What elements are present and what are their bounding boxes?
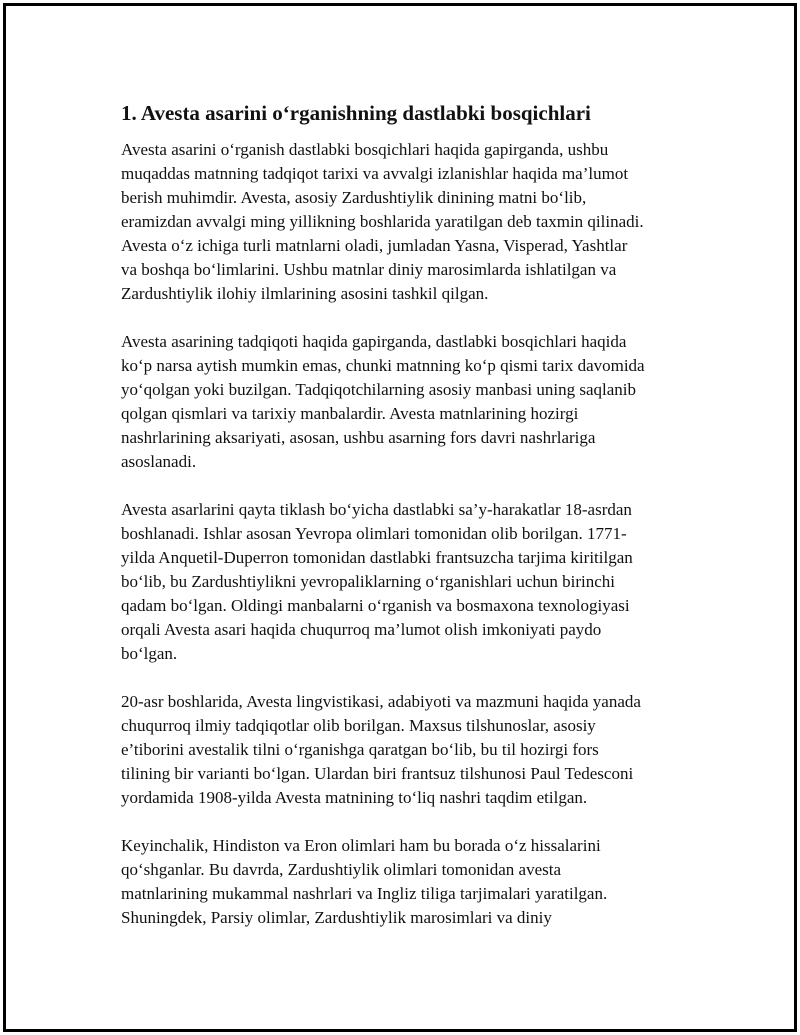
text-line: va boshqa bo‘limlarini. Ushbu matnlar diniy marosimlarda ishlatilgan va (121, 260, 617, 279)
text-line: orqali Avesta asari haqida chuqurroq ma’lumot olish imkoniyati paydo (121, 620, 602, 639)
text-line: qolgan qismlari va tarixiy manbalardir. Avesta matnlarining hozirgi (121, 404, 579, 423)
text-line: berish muhimdir. Avesta, asosiy Zardushtiylik dinining matni bo‘lib, (121, 188, 587, 207)
text-line: 20-asr boshlarida, Avesta lingvistikasi, adabiyoti va mazmuni haqida yanada (121, 692, 641, 711)
text-line: muqaddas matnning tadqiqot tarixi va avvalgi izlanishlar haqida ma’lumot (121, 164, 629, 183)
text-line: Avesta o‘z ichiga turli matnlarni oladi, jumladan Yasna, Visperad, Yashtlar (121, 236, 628, 255)
paragraph-2 (121, 330, 701, 474)
text-line: ko‘p narsa aytish mumkin emas, chunki matnning ko‘p qismi tarix davomida (121, 356, 645, 375)
text-line: yordamida 1908-yilda Avesta matnining to‘liq nashri taqdim etilgan. (121, 788, 588, 807)
paragraph-1 (121, 138, 701, 306)
text-line: qo‘shganlar. Bu davrda, Zardushtiylik olimlari tomonidan avesta (121, 860, 562, 879)
text-line: asoslanadi. (121, 452, 197, 471)
text-line: eramizdan avvalgi ming yillikning boshlarida yaratilgan deb taxmin qilinadi. (121, 212, 644, 231)
text-line: Keyinchalik, Hindiston va Eron olimlari ham bu borada o‘z hissalarini (121, 836, 601, 855)
text-line: boshlanadi. Ishlar asosan Yevropa olimlari tomonidan olib borilgan. 1771- (121, 524, 627, 543)
text-line: yo‘qolgan yoki buzilgan. Tadqiqotchilarning asosiy manbasi uning saqlanib (121, 380, 637, 399)
text-line: Shuningdek, Parsiy olimlar, Zardushtiylik marosimlari va diniy (121, 908, 552, 927)
text-line: tilining bir varianti bo‘lgan. Ulardan biri frantsuz tilshunosi Paul Tedesconi (121, 764, 634, 783)
page-frame (3, 3, 797, 1032)
text-line: Avesta asarlarini qayta tiklash bo‘yicha dastlabki sa’y-harakatlar 18-asrdan (121, 500, 632, 519)
document-body (121, 98, 701, 954)
text-line: chuqurroq ilmiy tadqiqotlar olib borilgan. Maxsus tilshunoslar, asosiy (121, 716, 596, 735)
text-line: e’tiborini avestalik tilni o‘rganishga qaratgan bo‘lib, bu til hozirgi fors (121, 740, 599, 759)
paragraph-3 (121, 498, 701, 666)
text-line: qadam bo‘lgan. Oldingi manbalarni o‘rganish va bosmaxona texnologiyasi (121, 596, 630, 615)
text-line: matnlarining mukammal nashrlari va Ingliz tiliga tarjimalari yaratilgan. (121, 884, 608, 903)
text-line: bo‘lib, bu Zardushtiylikni yevropaliklarning o‘rganishlari uchun birinchi (121, 572, 616, 591)
text-line: nashrlarining aksariyati, asosan, ushbu asarning fors davri nashrlariga (121, 428, 596, 447)
text-line: Avesta asarini o‘rganish dastlabki bosqichlari haqida gapirganda, ushbu (121, 140, 609, 159)
text-line: Avesta asarining tadqiqoti haqida gapirganda, dastlabki bosqichlari haqida (121, 332, 627, 351)
text-line: bo‘lgan. (121, 644, 178, 663)
section-heading: 1. Avesta asarini o‘rganishning dastlabki bosqichlari (121, 101, 591, 125)
paragraph-4 (121, 690, 701, 810)
paragraph-5 (121, 834, 701, 930)
text-line: yilda Anquetil-Duperron tomonidan dastlabki frantsuzcha tarjima kiritilgan (121, 548, 633, 567)
text-line: Zardushtiylik ilohiy ilmlarining asosini tashkil qilgan. (121, 284, 489, 303)
